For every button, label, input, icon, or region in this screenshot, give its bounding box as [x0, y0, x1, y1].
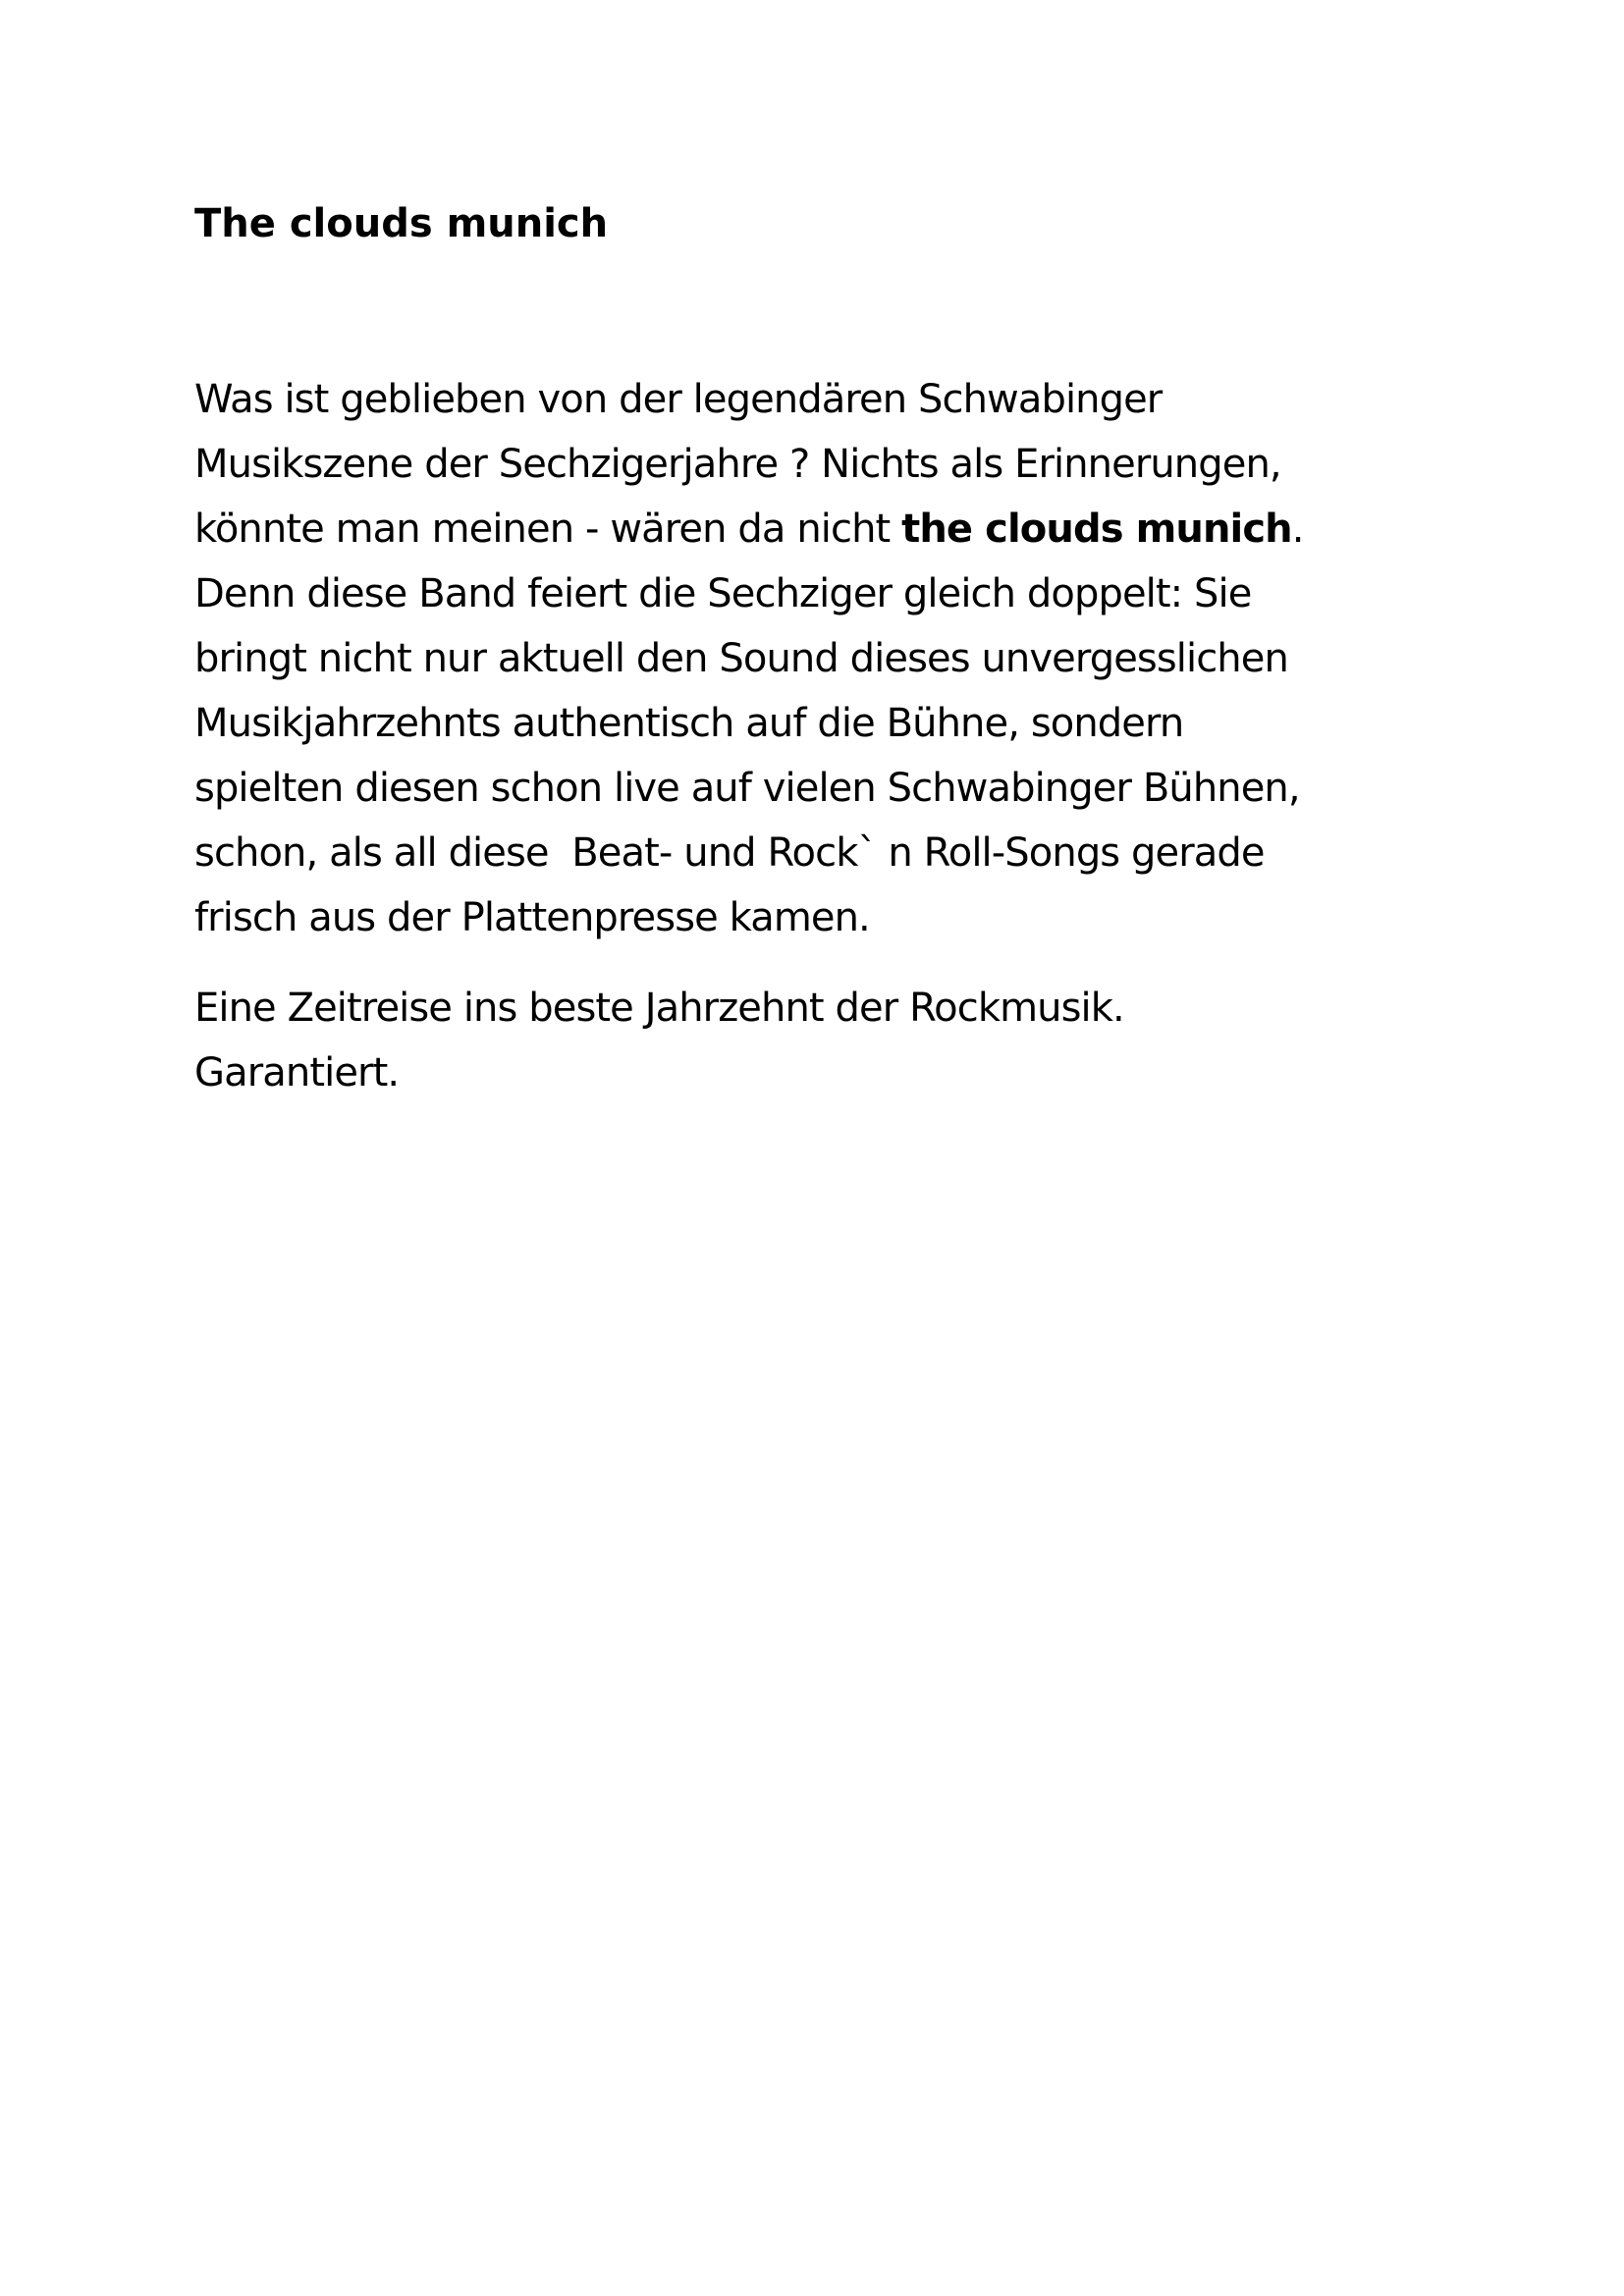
line-text: .	[1291, 507, 1304, 552]
paragraph-line: frisch aus der Plattenpresse kamen.	[194, 895, 870, 940]
paragraph-line: Was ist geblieben von der legendären Schwabinger	[194, 377, 1163, 422]
document-title: The clouds munich	[194, 201, 609, 246]
paragraph-line: Denn diese Band feiert die Sechziger gleich doppelt: Sie	[194, 571, 1252, 616]
paragraph-line: Musikjahrzehnts authentisch auf die Bühne, sondern	[194, 701, 1184, 746]
paragraph-line: spielten diesen schon live auf vielen Schwabinger Bühnen,	[194, 766, 1300, 811]
band-name-bold: the clouds munich	[901, 507, 1292, 552]
paragraph-line: Eine Zeitreise ins beste Jahrzehnt der Rockmusik.	[194, 986, 1124, 1031]
paragraph-line: bringt nicht nur aktuell den Sound dieses unvergesslichen	[194, 636, 1288, 681]
paragraph-line: Musikszene der Sechzigerjahre ? Nichts als Erinnerungen,	[194, 442, 1281, 487]
paragraph-intro	[194, 367, 1530, 950]
paragraph-line: schon, als all diese Beat- und Rock` n Roll-Songs gerade	[194, 830, 1265, 876]
paragraph-closing	[194, 976, 1530, 1105]
paragraph-line: Garantiert.	[194, 1050, 400, 1095]
paragraph-line	[194, 497, 1530, 561]
line-text: könnte man meinen - wären da nicht	[194, 507, 902, 552]
